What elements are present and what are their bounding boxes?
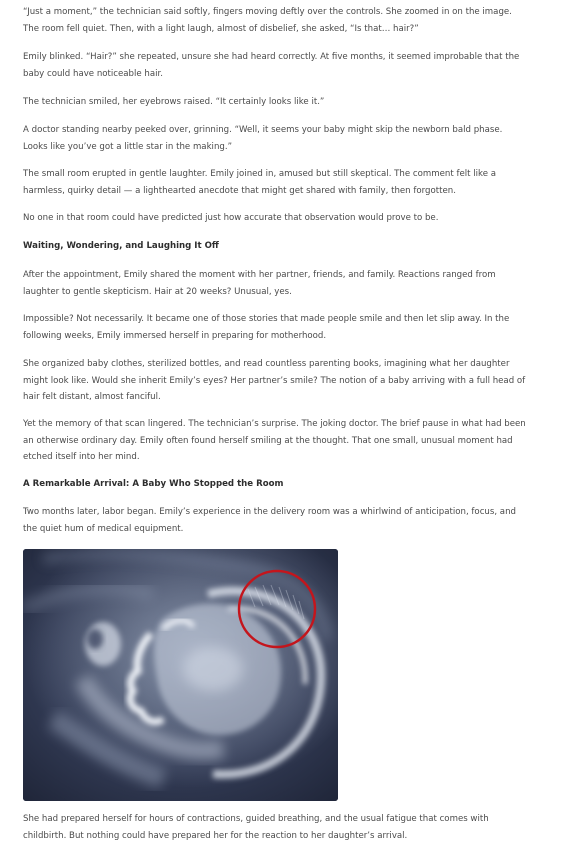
paragraph: The technician smiled, her eyebrows raised. “It certainly looks like it.” — [23, 97, 325, 107]
paragraph: Two months later, labor began. Emily’s experience in the delivery room was a whirlwind of anticipation, focus, and the quiet hum of medical equipment. — [23, 507, 516, 534]
ultrasound-image — [23, 549, 338, 801]
paragraph: “Just a moment,” the technician said softly, fingers moving deftly over the controls. She zoomed in on the image. The room fell quiet. Then, with a light laugh, almost of disbelief, she asked, “Is that… hair?” — [23, 7, 512, 34]
paragraph: A doctor standing nearby peeked over, grinning. “Well, it seems your baby might skip the newborn bald phase. Looks like you’ve got a little star in the making.” — [23, 125, 503, 152]
paragraph: Emily blinked. “Hair?” she repeated, unsure she had heard correctly. At five months, it seemed improbable that the baby could have noticeable hair. — [23, 52, 520, 79]
paragraph: She had prepared herself for hours of contractions, guided breathing, and the usual fatigue that comes with childbirth. But nothing could have prepared her for the reaction to her daughter’s arrival. — [23, 814, 489, 841]
paragraph: No one in that room could have predicted just how accurate that observation would prove to be. — [23, 213, 439, 223]
paragraph: The small room erupted in gentle laughter. Emily joined in, amused but still skeptical. The comment felt like a harmless, quirky detail — a lighthearted anecdote that might get shared with family, then forgotten. — [23, 169, 496, 196]
section-heading: Waiting, Wondering, and Laughing It Off — [23, 241, 219, 251]
paragraph: She organized baby clothes, sterilized bottles, and read countless parenting books, imagining what her daughter might look like. Would she inherit Emily’s eyes? Her partner’s smile? The notion of a baby arriving with a full head of hair felt distant, almost fanciful. — [23, 359, 526, 402]
paragraph: After the appointment, Emily shared the moment with her partner, friends, and family. Reactions ranged from laughter to gentle skepticism. Hair at 20 weeks? Unusual, yes. — [23, 270, 496, 297]
paragraph: Impossible? Not necessarily. It became one of those stories that made people smile and then let slip away. In the following weeks, Emily immersed herself in preparing for motherhood. — [23, 314, 510, 341]
section-heading: A Remarkable Arrival: A Baby Who Stopped the Room — [23, 479, 284, 489]
paragraph: Yet the memory of that scan lingered. The technician’s surprise. The joking doctor. The brief pause in what had been an otherwise ordinary day. Emily often found herself smiling at the thought. That one small, unusual moment had etched itself into her mind. — [23, 419, 526, 462]
